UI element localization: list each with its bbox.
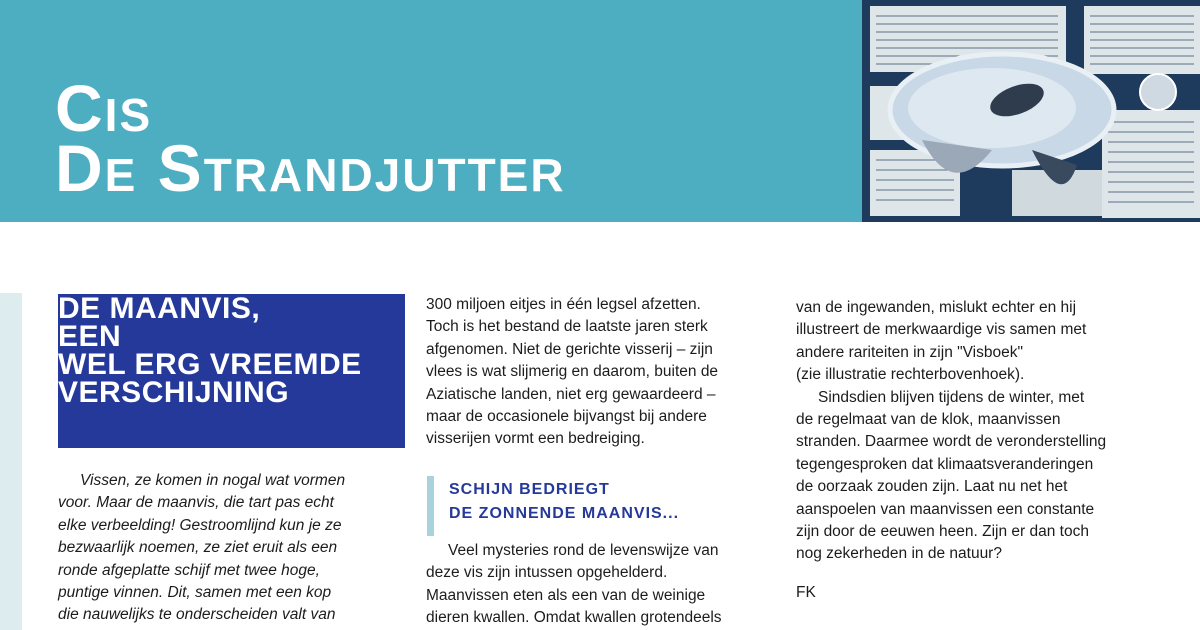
headline-line: DE MAANVIS, bbox=[58, 292, 261, 325]
body-line: Maanvissen eten als een van de weinige bbox=[426, 586, 706, 604]
body-line: deze vis zijn intussen opgehelderd. bbox=[426, 564, 668, 582]
article-column-2-continued bbox=[426, 540, 766, 630]
body-line: nog zekerheden in de natuur? bbox=[796, 545, 1002, 563]
body-line: maar de occasionele bijvangst bij andere bbox=[426, 407, 707, 425]
subheading bbox=[449, 478, 679, 526]
margin-strip bbox=[0, 293, 22, 630]
page-title bbox=[55, 71, 566, 205]
body-line: tegengesproken dat klimaatsveranderingen bbox=[796, 455, 1094, 473]
body-line: van de ingewanden, mislukt echter en hij bbox=[796, 299, 1077, 316]
body-line: afgenomen. Niet de gerichte visserij – zijn bbox=[426, 340, 713, 358]
body-line: Veel mysteries rond de levenswijze van bbox=[448, 542, 719, 559]
body-line: visserijen vormt een bedreiging. bbox=[426, 430, 645, 448]
body-line: stranden. Daarmee wordt de veronderstelling bbox=[796, 433, 1107, 451]
subheading-bar bbox=[427, 476, 434, 536]
page-title-line-1: Cis bbox=[55, 71, 153, 145]
body-line: Toch is het bestand de laatste jaren sterk bbox=[426, 318, 708, 336]
body-line: Vissen, ze komen in nogal wat vormen bbox=[80, 472, 346, 489]
body-line: bezwaarlijk noemen, ze ziet eruit als een bbox=[58, 539, 338, 557]
article-column-1 bbox=[58, 470, 403, 627]
body-line: illustreert de merkwaardige vis samen met bbox=[796, 321, 1087, 339]
body-line: aanspoelen van maanvissen een constante bbox=[796, 500, 1095, 518]
body-line: de oorzaak zouden zijn. Laat nu net het bbox=[796, 478, 1068, 496]
body-line: vlees is wat slijmerig en daarom, buiten de bbox=[426, 363, 719, 381]
body-line: zijn door de eeuwen heen. Zijn er dan toch bbox=[796, 522, 1089, 540]
article-column-2 bbox=[426, 294, 766, 451]
body-line: andere rariteiten in zijn "Visboek" bbox=[796, 343, 1023, 361]
body-line: de regelmaat van de klok, maanvissen bbox=[796, 410, 1061, 428]
subheading-line: SCHIJN BEDRIEGT bbox=[449, 481, 610, 498]
body-line: 300 miljoen eitjes in één legsel afzetten. bbox=[426, 296, 701, 313]
body-line: elke verbeelding! Gestroomlijnd kun je ze bbox=[58, 516, 342, 534]
headline-line: VERSCHIJNING bbox=[58, 376, 290, 409]
article-headline bbox=[58, 292, 398, 409]
author-signature: FK bbox=[796, 584, 816, 601]
body-line: Sindsdien blijven tijdens de winter, met bbox=[818, 388, 1085, 406]
headline-line: WEL ERG VREEMDE bbox=[58, 348, 362, 381]
body-line: Aziatische landen, niet erg gewaardeerd – bbox=[426, 385, 716, 403]
body-line: (zie illustratie rechterbovenhoek). bbox=[796, 366, 1025, 384]
sunfish-manuscript-illustration-icon bbox=[862, 0, 1200, 222]
headline-line: EEN bbox=[58, 320, 122, 353]
body-line: dieren kwallen. Omdat kwallen grotendeels bbox=[426, 609, 722, 627]
subheading-line: DE ZONNENDE MAANVIS... bbox=[449, 505, 680, 522]
body-line: die nauwelijks te onderscheiden valt van bbox=[58, 606, 336, 624]
body-line: voor. Maar de maanvis, die tart pas echt bbox=[58, 494, 334, 512]
page-title-line-2: De Strandjutter bbox=[55, 131, 566, 205]
article-column-3 bbox=[796, 297, 1156, 566]
body-line: ronde afgeplatte schijf met twee hoge, bbox=[58, 561, 320, 579]
body-line: puntige vinnen. Dit, samen met een kop bbox=[58, 583, 332, 601]
